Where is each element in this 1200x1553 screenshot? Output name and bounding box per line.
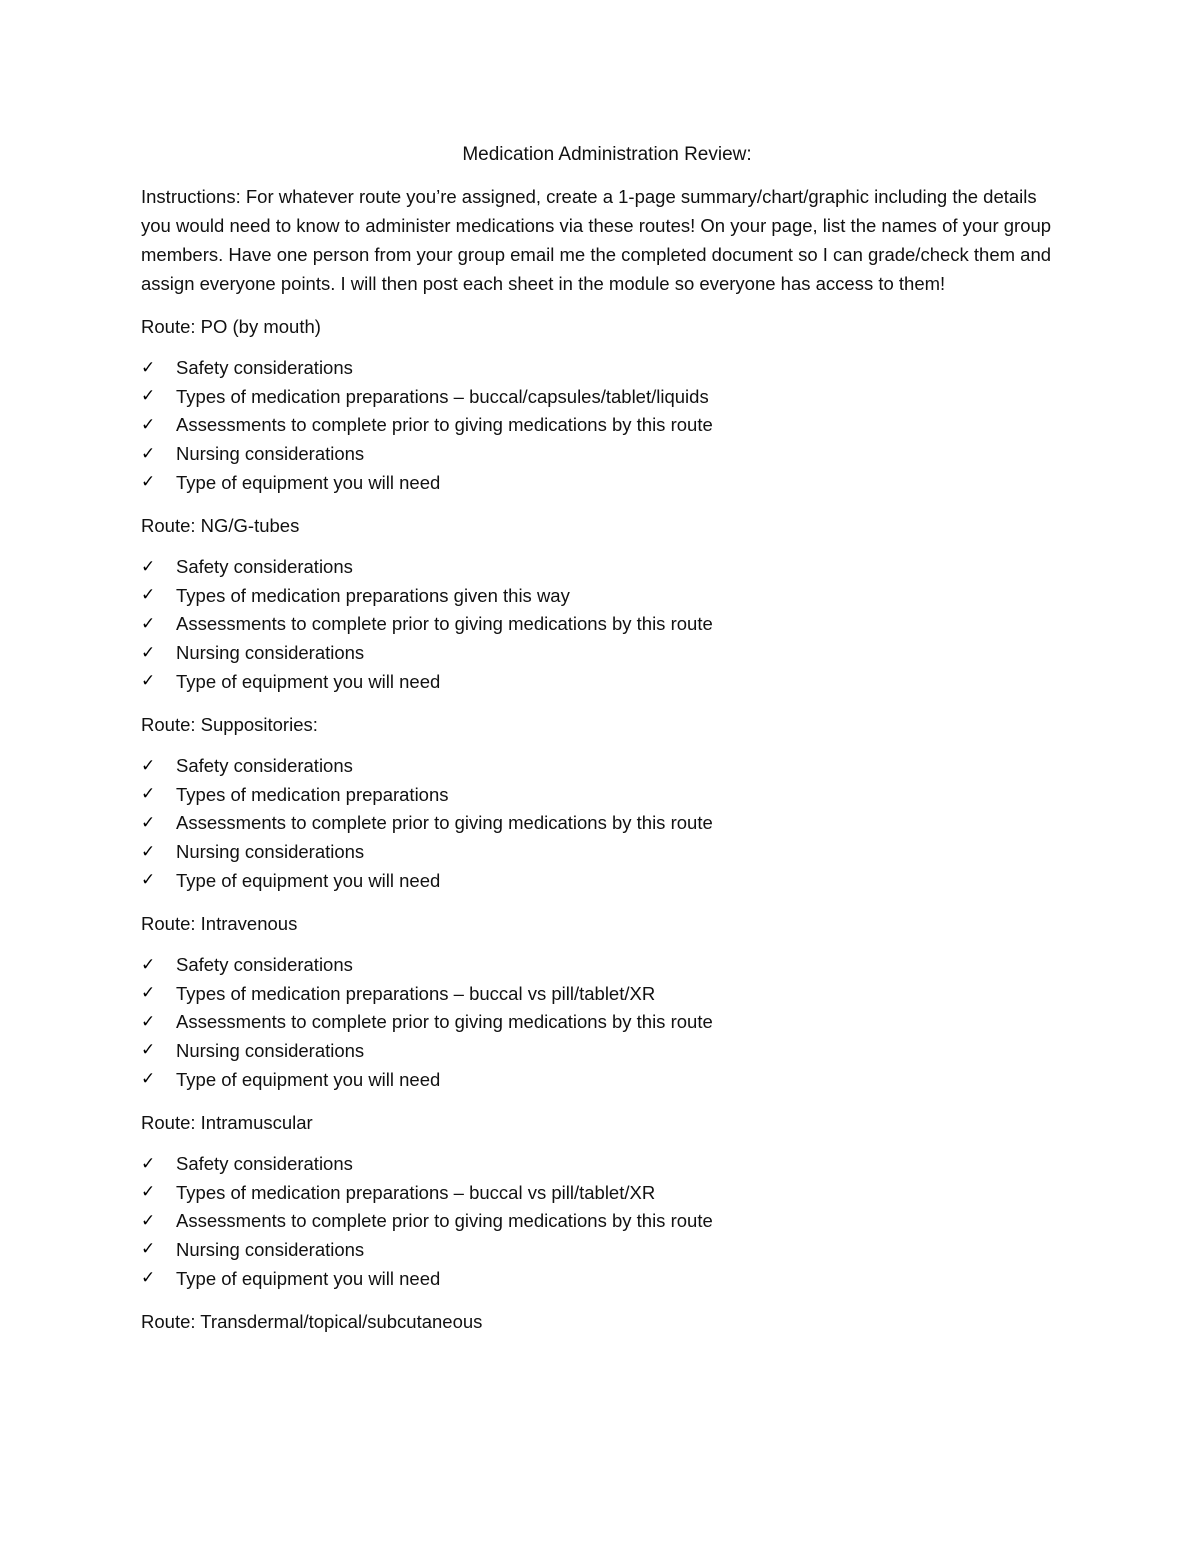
route-section — [141, 312, 1071, 497]
check-mark-icon: ✓ — [141, 671, 156, 692]
routes-section — [141, 312, 1071, 1336]
checklist-item-text: Nursing considerations — [176, 1238, 365, 1260]
checklist-item-text: Nursing considerations — [176, 443, 365, 465]
checklist-item-text: Nursing considerations — [176, 642, 365, 664]
checklist-item — [141, 440, 1071, 469]
route-heading: Route: Intravenous — [141, 912, 298, 934]
check-mark-icon: ✓ — [141, 1210, 156, 1231]
checklist-item-text: Safety considerations — [176, 556, 353, 578]
checklist-item-text: Assessments to complete prior to giving medications by this route — [176, 1210, 713, 1232]
route-section — [141, 511, 1071, 696]
check-mark-icon: ✓ — [141, 414, 156, 435]
check-mark-icon: ✓ — [141, 1239, 156, 1260]
checklist-item — [141, 1178, 1071, 1207]
checklist-item-text: Type of equipment you will need — [176, 471, 441, 493]
checklist-item — [141, 354, 1071, 383]
checklist-item — [141, 1008, 1071, 1037]
checklist-item-text: Safety considerations — [176, 755, 353, 777]
check-mark-icon: ✓ — [141, 386, 156, 407]
checklist-item-text: Assessments to complete prior to giving medications by this route — [176, 613, 713, 635]
checklist-item-text: Nursing considerations — [176, 841, 365, 863]
checklist-item-text: Assessments to complete prior to giving medications by this route — [176, 812, 713, 834]
checklist-item-text: Nursing considerations — [176, 1039, 365, 1061]
check-mark-icon: ✓ — [141, 784, 156, 805]
check-mark-icon: ✓ — [141, 1011, 156, 1032]
checklist-item — [141, 639, 1071, 668]
checklist-item — [141, 610, 1071, 639]
route-section — [141, 710, 1071, 895]
checklist-item — [141, 553, 1071, 582]
check-mark-icon: ✓ — [141, 1040, 156, 1061]
route-section — [141, 1108, 1071, 1293]
checklist-item-text: Types of medication preparations – buccal vs pill/tablet/XR — [176, 982, 656, 1004]
checklist-item — [141, 951, 1071, 980]
route-heading: Route: NG/G-tubes — [141, 514, 300, 536]
check-mark-icon: ✓ — [141, 1182, 156, 1203]
checklist-item-text: Safety considerations — [176, 357, 353, 379]
checklist-item — [141, 1236, 1071, 1265]
checklist-item-text: Types of medication preparations given this way — [176, 584, 570, 606]
checklist — [141, 752, 1071, 895]
checklist-item — [141, 582, 1071, 611]
check-mark-icon: ✓ — [141, 357, 156, 378]
route-heading: Route: Transdermal/topical/subcutaneous — [141, 1310, 483, 1332]
checklist-item-text: Types of medication preparations – buccal vs pill/tablet/XR — [176, 1181, 656, 1203]
route-section — [141, 909, 1071, 1094]
checklist-item-text: Type of equipment you will need — [176, 1068, 441, 1090]
checklist-item — [141, 809, 1071, 838]
checklist-item — [141, 866, 1071, 895]
check-mark-icon: ✓ — [141, 870, 156, 891]
checklist-item-text: Type of equipment you will need — [176, 670, 441, 692]
check-mark-icon: ✓ — [141, 841, 156, 862]
checklist-item — [141, 838, 1071, 867]
checklist-item-text: Assessments to complete prior to giving medications by this route — [176, 1011, 713, 1033]
checklist-item — [141, 1037, 1071, 1066]
checklist — [141, 553, 1071, 696]
check-mark-icon: ✓ — [141, 755, 156, 776]
check-mark-icon: ✓ — [141, 556, 156, 577]
checklist-item — [141, 1150, 1071, 1179]
checklist-item — [141, 383, 1071, 412]
checklist-item-text: Type of equipment you will need — [176, 869, 441, 891]
checklist-item-text: Types of medication preparations — [176, 783, 449, 805]
check-mark-icon: ✓ — [141, 642, 156, 663]
checklist-item-text: Assessments to complete prior to giving medications by this route — [176, 414, 713, 436]
check-mark-icon: ✓ — [141, 1069, 156, 1090]
checklist-item — [141, 1207, 1071, 1236]
check-mark-icon: ✓ — [141, 954, 156, 975]
checklist — [141, 1150, 1071, 1293]
checklist-item — [141, 980, 1071, 1009]
instructions-paragraph: Instructions: For whatever route you’re assigned, create a 1-page summary/chart/graphic including the details you would need to know to administer medications via these routes! On your page, list the names of your group members. Have one person from your group email me the completed document so I can grade/check them and assign everyone points. I will then post each sheet in the module so everyone has access to them! — [141, 186, 1052, 294]
check-mark-icon: ✓ — [141, 812, 156, 833]
checklist-item-text: Types of medication preparations – buccal/capsules/tablet/liquids — [176, 385, 709, 407]
checklist — [141, 951, 1071, 1094]
route-section — [141, 1307, 1071, 1336]
route-heading: Route: Suppositories: — [141, 713, 318, 735]
document-body — [141, 140, 1071, 1350]
route-heading: Route: PO (by mouth) — [141, 316, 321, 337]
checklist-item — [141, 1065, 1071, 1094]
check-mark-icon: ✓ — [141, 472, 156, 493]
checklist-item-text: Safety considerations — [176, 954, 353, 976]
checklist-item — [141, 468, 1071, 497]
document-title: Medication Administration Review: — [462, 144, 752, 165]
checklist — [141, 354, 1071, 497]
check-mark-icon: ✓ — [141, 585, 156, 606]
check-mark-icon: ✓ — [141, 443, 156, 464]
checklist-item-text: Safety considerations — [176, 1153, 353, 1175]
checklist-item — [141, 781, 1071, 810]
check-mark-icon: ✓ — [141, 1268, 156, 1289]
checklist-item — [141, 667, 1071, 696]
check-mark-icon: ✓ — [141, 1153, 156, 1174]
check-mark-icon: ✓ — [141, 983, 156, 1004]
check-mark-icon: ✓ — [141, 613, 156, 634]
checklist-item — [141, 752, 1071, 781]
route-heading: Route: Intramuscular — [141, 1111, 313, 1133]
checklist-item — [141, 411, 1071, 440]
checklist-item-text: Type of equipment you will need — [176, 1267, 441, 1289]
checklist-item — [141, 1264, 1071, 1293]
